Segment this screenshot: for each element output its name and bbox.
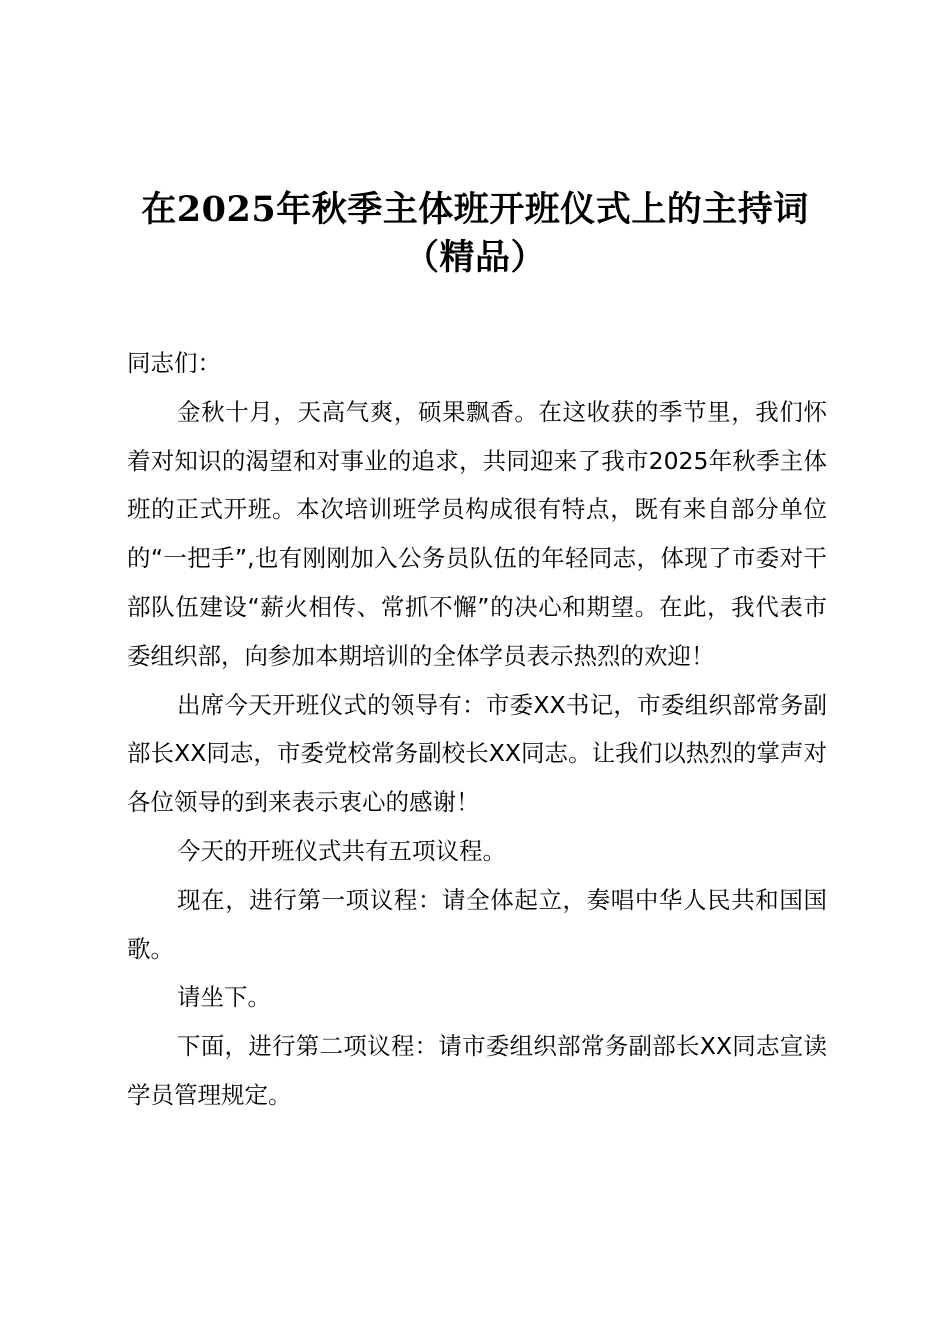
paragraph-agenda-item-1: 现在，进行第一项议程：请全体起立，奏唱中华人民共和国国歌。 (127, 885, 827, 963)
paragraph-agenda: 今天的开班仪式共有五项议程。 (177, 836, 506, 865)
paragraph-be-seated: 请坐下。 (177, 983, 271, 1012)
salutation: 同志们： (127, 349, 221, 377)
document-body (127, 339, 827, 1120)
paragraph-opening: 金秋十月，天高气爽，硕果飘香。在这收获的季节里，我们怀着对知识的渴望和对事业的追求，共同迎来了我市2025年秋季主体班的正式开班。本次培训班学员构成很有特点，既有来自部分单位的“一把手”,也有刚刚加入公务员队伍的年轻同志，体现了市委对干部队伍建设“薪火相传、常抓不懈”的决心和期望。在此，我代表市委组织部，向参加本期培训的全体学员表示热烈的欢迎！ (127, 397, 827, 670)
document-title: 在2025年秋季主体班开班仪式上的主持词（精品） (141, 189, 809, 278)
paragraph-agenda-item-2: 下面，进行第二项议程：请市委组织部常务副部长XX同志宣读学员管理规定。 (127, 1032, 827, 1109)
paragraph-leaders: 出席今天开班仪式的领导有：市委XX书记，市委组织部常务副部长XX同志，市委党校常务副校长XX同志。让我们以热烈的掌声对各位领导的到来表示衷心的感谢！ (127, 690, 827, 817)
